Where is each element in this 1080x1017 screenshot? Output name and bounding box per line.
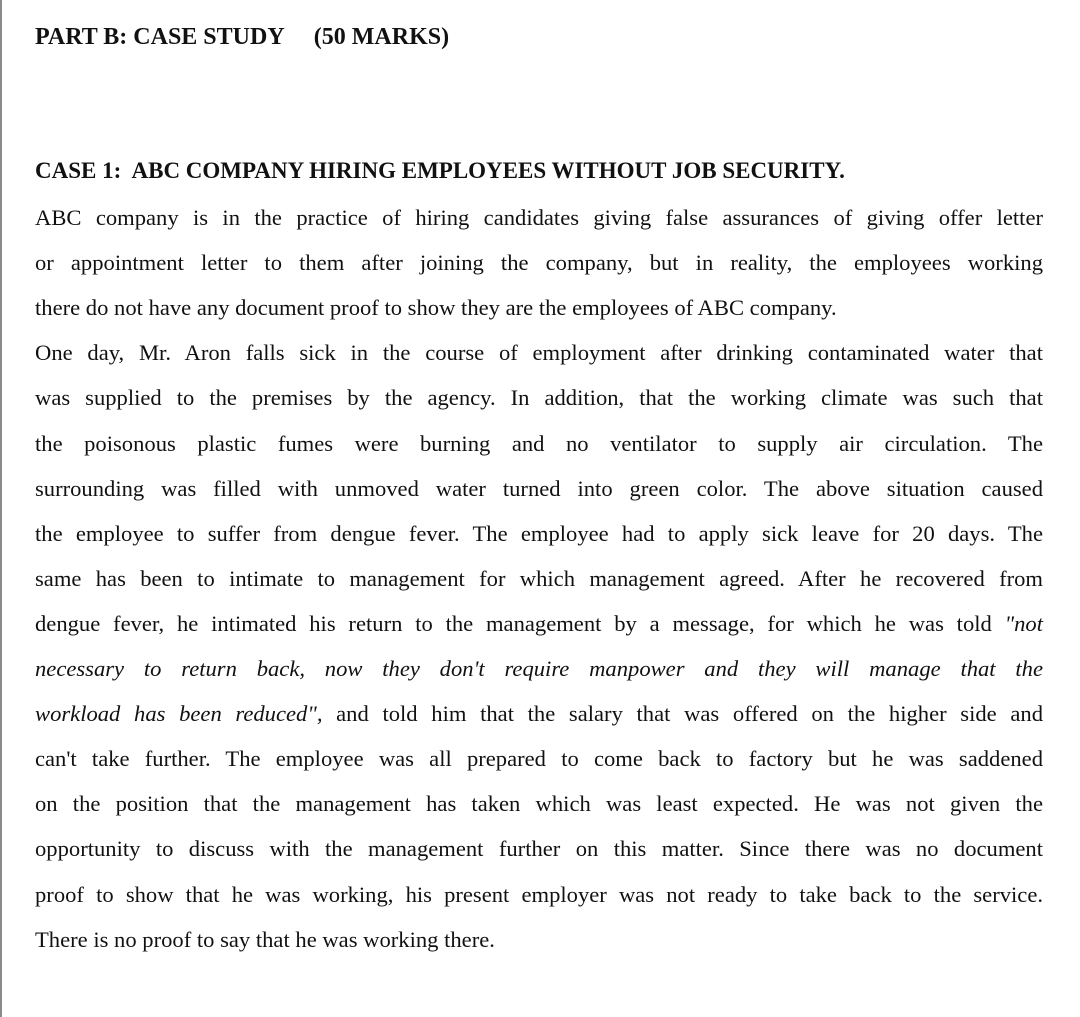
italic-quote-text: workload has been reduced",	[35, 701, 323, 727]
text-line	[35, 745, 1043, 773]
line-text: opportunity to discuss with the management further on this matter. Since there was no document	[35, 836, 1043, 862]
text-line	[35, 881, 1043, 909]
line-text: on the position that the management has taken which was least expected. He was not given the	[35, 791, 1043, 817]
text-line	[35, 249, 1043, 277]
line-text: the employee to suffer from dengue fever. The employee had to apply sick leave for 20 days. The	[35, 520, 1043, 546]
line-text: One day, Mr. Aron falls sick in the course of employment after drinking contaminated water that	[35, 340, 1043, 366]
text-line	[35, 565, 1043, 593]
line-text: was supplied to the premises by the agency. In addition, that the working climate was such that	[35, 385, 1043, 411]
italic-quote-text: necessary to return back, now they don't require manpower and they will manage that the	[35, 656, 1043, 681]
line-text: proof to show that he was working, his present employer was not ready to take back to the service.	[35, 881, 1043, 907]
text-line	[35, 204, 1043, 232]
text-line	[35, 294, 1043, 322]
line-text: same has been to intimate to management for which management agreed. After he recovered from	[35, 565, 1043, 591]
italic-quote-text: "not	[1004, 610, 1043, 636]
part-title: PART B: CASE STUDY (50 MARKS)	[35, 24, 450, 50]
text-line	[35, 926, 1043, 954]
line-text: dengue fever, he intimated his return to the management by a message, for which he was told	[35, 610, 1005, 636]
text-line	[35, 430, 1043, 458]
line-text: or appointment letter to them after joining the company, but in reality, the employees working	[35, 250, 1043, 276]
line-text: ABC company is in the practice of hiring candidates giving false assurances of giving offer letter	[35, 205, 1043, 230]
line-text: the poisonous plastic fumes were burning and no ventilator to supply air circulation. The	[35, 430, 1043, 456]
text-line	[35, 475, 1043, 503]
text-line	[35, 700, 1043, 728]
text-line	[35, 655, 1043, 683]
text-line	[35, 610, 1043, 638]
line-text: surrounding was filled with unmoved water turned into green color. The above situation caused	[35, 475, 1043, 501]
line-text: there do not have any document proof to show they are the employees of ABC company.	[35, 295, 837, 321]
text-line	[35, 835, 1043, 863]
text-line	[35, 384, 1043, 412]
text-line	[35, 520, 1043, 548]
text-line	[35, 790, 1043, 818]
line-text: can't take further. The employee was all prepared to come back to factory but he was saddened	[35, 746, 1043, 772]
text-line	[35, 339, 1043, 367]
page-left-border	[0, 0, 2, 1017]
case-heading: CASE 1: ABC COMPANY HIRING EMPLOYEES WITHOUT JOB SECURITY.	[35, 158, 845, 183]
line-text: and told him that the salary that was offered on the higher side and	[322, 701, 1043, 727]
line-text: There is no proof to say that he was working there.	[35, 926, 495, 952]
